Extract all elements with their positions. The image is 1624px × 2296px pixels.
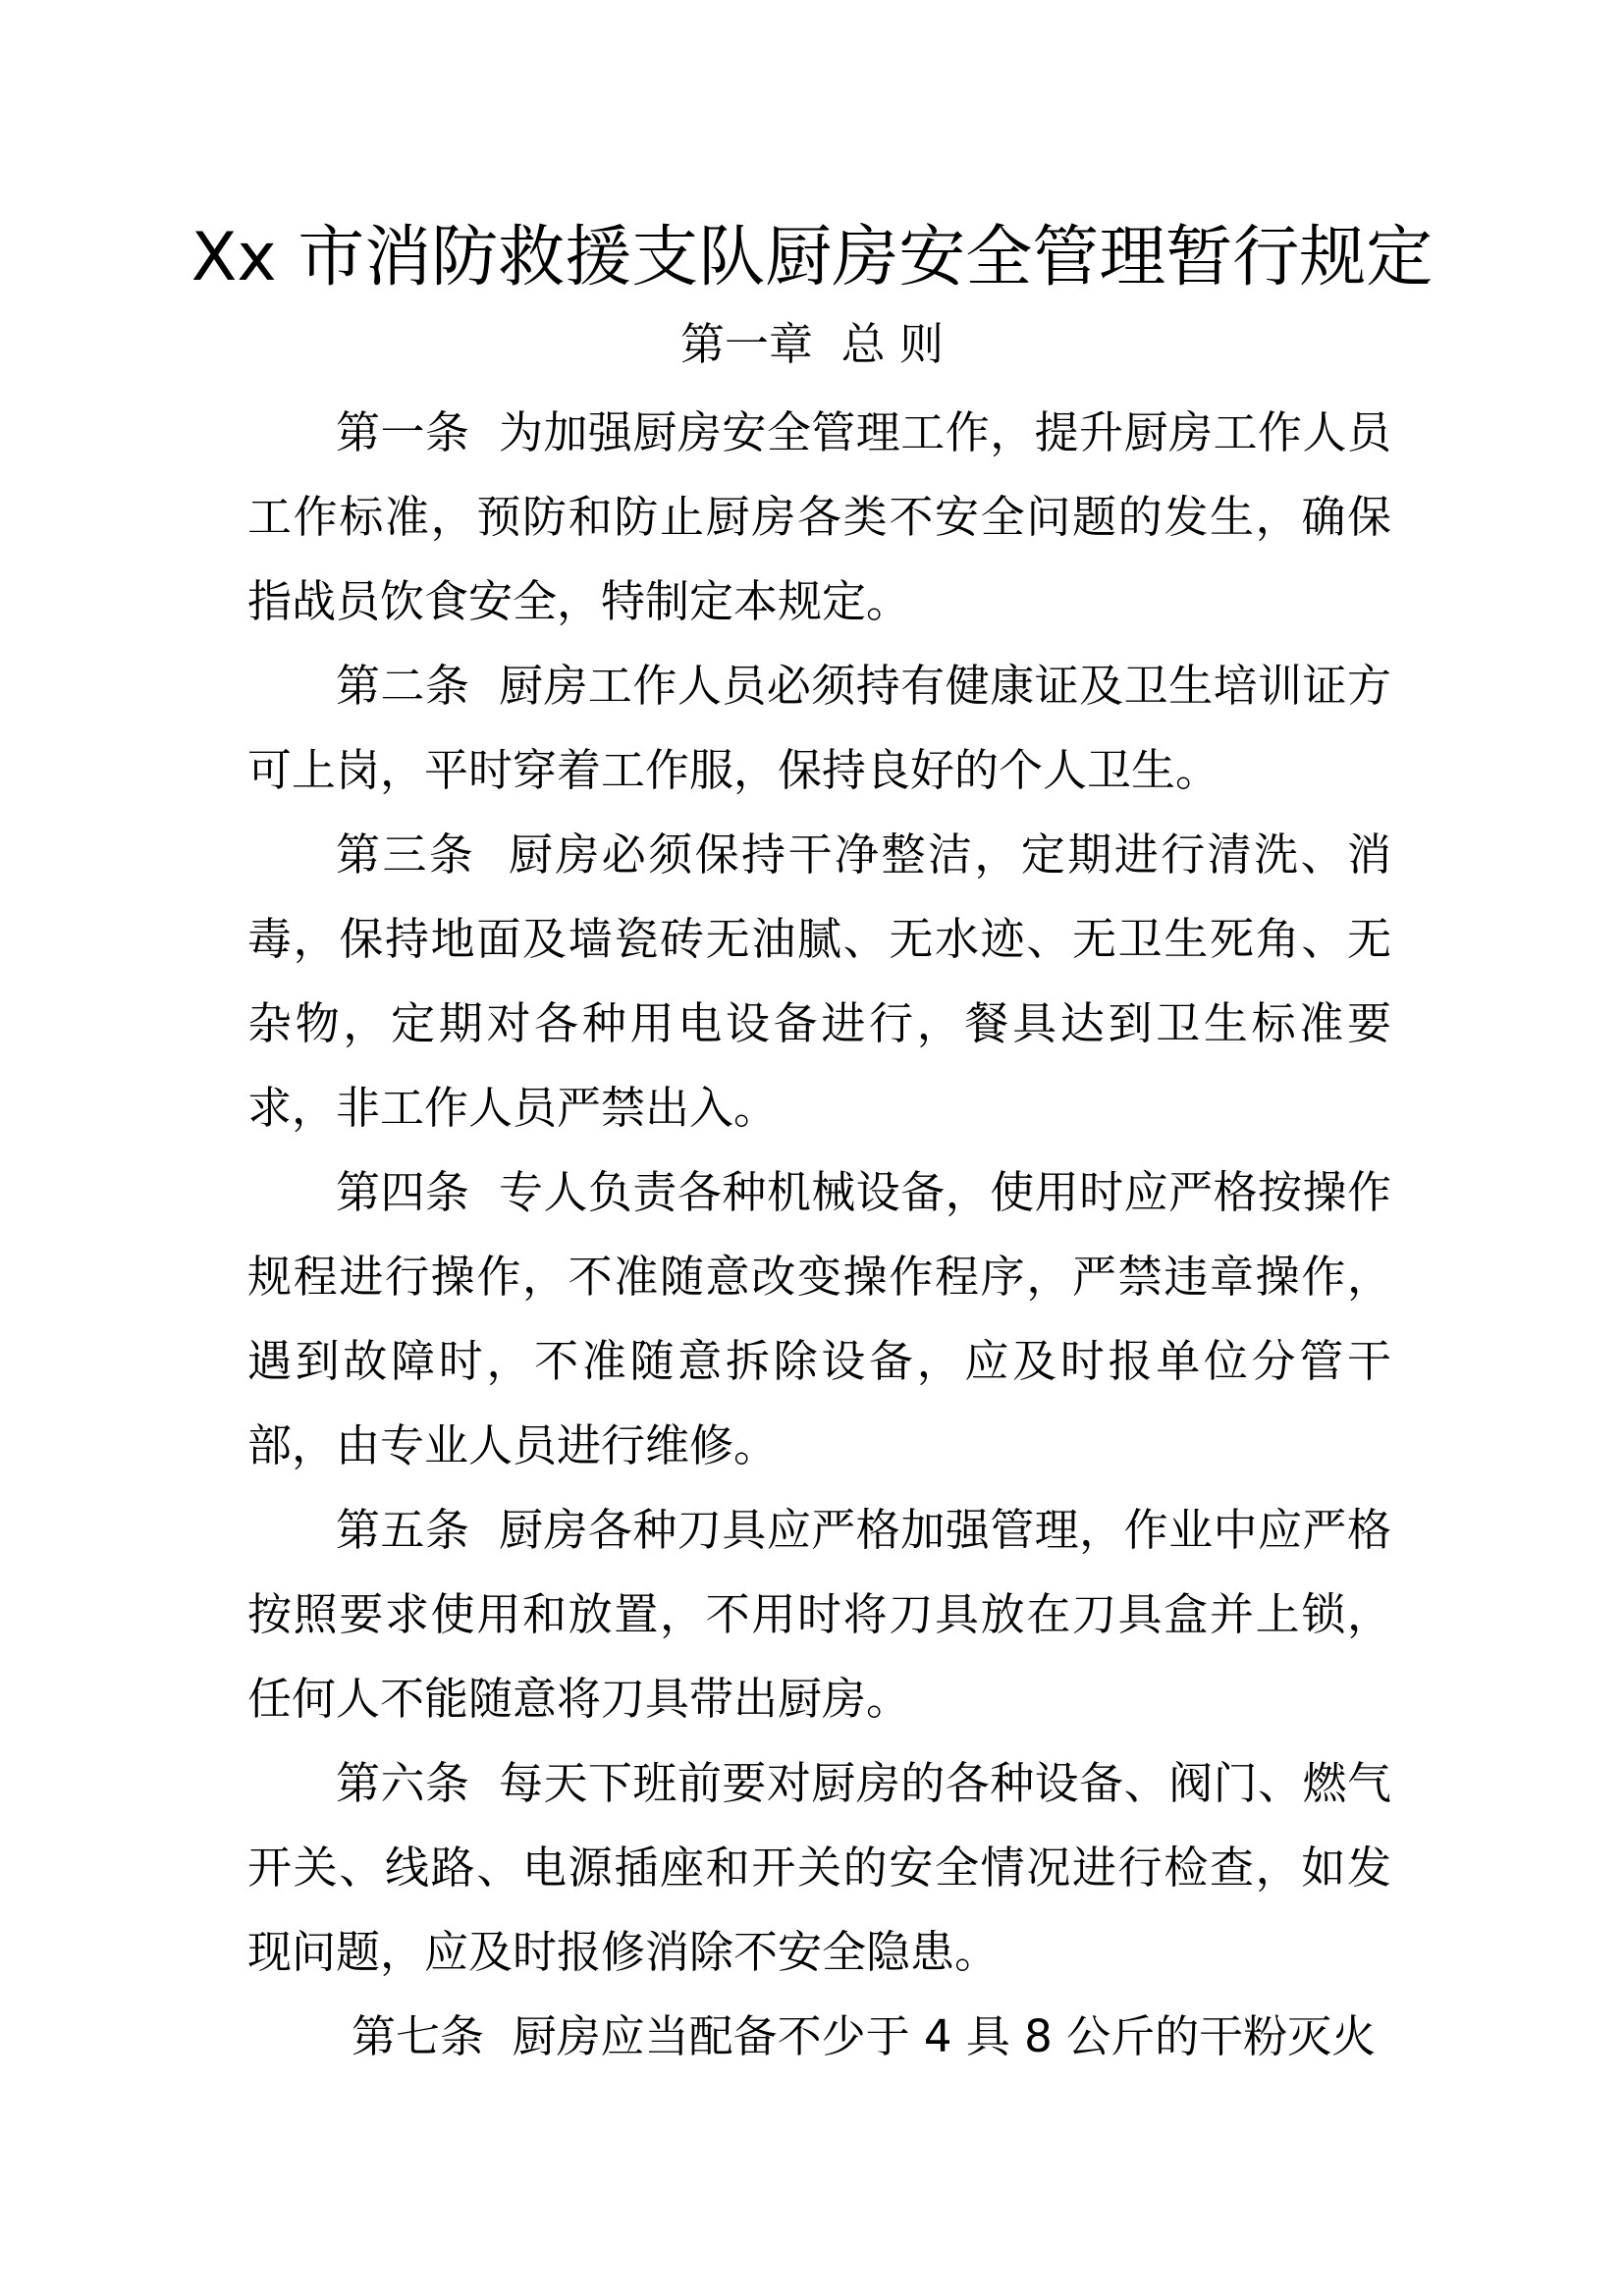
- article-7: [247, 1995, 1391, 2079]
- article-label: 第三条: [336, 828, 509, 881]
- article-label: 第五条: [336, 1504, 499, 1556]
- article-text: 厨房各种刀具应严格加强管理，作业中应严格按照要求使用和放置，不用时将刀具放在刀具盒并上锁，任何人不能随意将刀具带出厨房。: [247, 1504, 1391, 1725]
- article-3: [247, 813, 1391, 1150]
- article-text: 厨房工作人员必须持有健康证及卫生培训证方可上岗，平时穿着工作服，保持良好的个人卫生。: [247, 660, 1391, 796]
- article-text: 为加强厨房安全管理工作，提升厨房工作人员工作标准，预防和防止厨房各类不安全问题的发生，确保指战员饮食安全，特制定本规定。: [247, 406, 1391, 627]
- article-label: 第六条: [336, 1757, 499, 1809]
- article-label: 第一条: [336, 406, 499, 458]
- article-5: [247, 1488, 1391, 1741]
- article-2: [247, 644, 1391, 813]
- document-body: [247, 391, 1391, 2079]
- article-4: [247, 1150, 1391, 1488]
- article-text: 厨房应当配备不少于 4 具 8 公斤的干粉灭火: [512, 2010, 1377, 2062]
- article-text: 厨房必须保持干净整洁，定期进行清洗、消毒，保持地面及墙瓷砖无油腻、无水迹、无卫生死角、无杂物，定期对各种用电设备进行，餐具达到卫生标准要求，非工作人员严禁出入。: [247, 828, 1391, 1134]
- article-text: 专人负责各种机械设备，使用时应严格按操作规程进行操作，不准随意改变操作程序，严禁违章操作，遇到故障时，不准随意拆除设备，应及时报单位分管干部，由专业人员进行维修。: [247, 1166, 1391, 1471]
- article-text: 每天下班前要对厨房的各种设备、阀门、燃气开关、线路、电源插座和开关的安全情况进行检查，如发现问题，应及时报修消除不安全隐患。: [247, 1757, 1391, 1978]
- article-6: [247, 1741, 1391, 1995]
- chapter-heading: 第一章 总 则: [680, 318, 944, 370]
- article-label: 第七条: [352, 2010, 513, 2062]
- article-label: 第四条: [336, 1166, 499, 1218]
- document-title: Xx 市消防救援支队厨房安全管理暂行规定: [190, 219, 1434, 296]
- article-1: [247, 391, 1391, 644]
- article-label: 第二条: [336, 660, 499, 712]
